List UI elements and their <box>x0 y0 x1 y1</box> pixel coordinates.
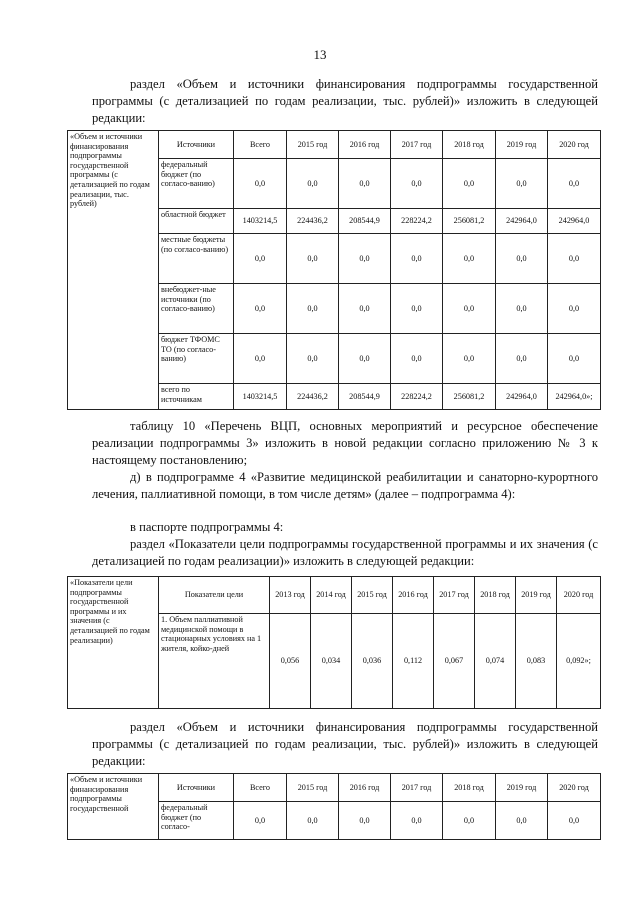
value-cell: 0,0 <box>287 334 339 384</box>
header-cell: 2013 год <box>270 577 311 614</box>
funding-table-2 <box>67 773 601 840</box>
funding-table-1 <box>67 130 601 410</box>
value-cell: 228224,2 <box>391 384 443 410</box>
value-cell: 0,0 <box>443 159 496 209</box>
header-cell: 2019 год <box>496 131 548 159</box>
value-cell: 0,0 <box>443 234 496 284</box>
table-first-column: «Объем и источники финансирования подпрограммы государственной <box>68 774 159 840</box>
header-cell: 2015 год <box>352 577 393 614</box>
header-cell: 2018 год <box>443 131 496 159</box>
header-cell: 2020 год <box>557 577 601 614</box>
value-cell: 208544,9 <box>339 384 391 410</box>
value-cell: 0,0 <box>548 334 601 384</box>
header-cell: Всего <box>234 774 287 802</box>
value-cell: 1403214,5 <box>234 384 287 410</box>
value-cell: 242964,0 <box>548 209 601 234</box>
value-cell: 0,0 <box>234 802 287 840</box>
value-cell: 224436,2 <box>287 209 339 234</box>
paragraph-section-funding-2: раздел «Объем и источники финансирования подпрограммы государственной программы (с детализацией по годам реализации, тыс. рублей)» изложить в следующей редакции: <box>92 720 598 768</box>
value-cell: 0,0 <box>443 802 496 840</box>
value-cell: 0,112 <box>393 614 434 709</box>
value-cell: 228224,2 <box>391 209 443 234</box>
table-header-row <box>68 131 601 159</box>
value-cell: 0,0 <box>443 334 496 384</box>
indicator-cell: 1. Объем паллиативной медицинской помощи в стационарных условиях на 1 жителя, койко-дней <box>159 614 270 709</box>
source-cell: внебюджет-ные источники (по согласо-ванию) <box>159 284 234 334</box>
value-cell: 0,0 <box>548 802 601 840</box>
value-cell: 242964,0 <box>496 384 548 410</box>
value-cell: 0,034 <box>311 614 352 709</box>
header-cell: 2017 год <box>434 577 475 614</box>
value-cell: 0,036 <box>352 614 393 709</box>
value-cell: 0,0 <box>391 802 443 840</box>
value-cell: 0,0 <box>496 234 548 284</box>
header-cell: 2018 год <box>443 774 496 802</box>
value-cell: 0,0 <box>234 234 287 284</box>
header-cell: 2017 год <box>391 774 443 802</box>
table-header-row <box>68 577 601 614</box>
value-cell: 0,0 <box>443 284 496 334</box>
value-cell: 0,0 <box>234 334 287 384</box>
source-cell: федеральный бюджет (по согласо-ванию) <box>159 159 234 209</box>
indicators-table <box>67 576 601 709</box>
value-cell: 256081,2 <box>443 384 496 410</box>
value-cell: 0,092»; <box>557 614 601 709</box>
header-cell: 2018 год <box>475 577 516 614</box>
page-number: 13 <box>313 47 327 62</box>
value-cell: 0,0 <box>287 802 339 840</box>
source-cell: бюджет ТФОМС ТО (по согласо-ванию) <box>159 334 234 384</box>
value-cell: 0,0 <box>339 802 391 840</box>
value-cell: 0,0 <box>391 334 443 384</box>
header-cell: 2016 год <box>393 577 434 614</box>
header-cell: Всего <box>234 131 287 159</box>
header-cell: 2019 год <box>496 774 548 802</box>
source-cell: всего по источникам <box>159 384 234 410</box>
value-cell: 0,0 <box>287 159 339 209</box>
value-cell: 0,0 <box>496 159 548 209</box>
paragraph-indicators: раздел «Показатели цели подпрограммы государственной программы и их значения (с детализацией по годам реализации)» изложить в следующей редакции: <box>92 537 598 568</box>
value-cell: 0,0 <box>339 334 391 384</box>
paragraph-subprogram4: д) в подпрограмме 4 «Развитие медицинской реабилитации и санаторно-курортного лечения, паллиативной помощи, в том числе детям» (далее – подпрограмма 4): <box>92 470 598 501</box>
value-cell: 256081,2 <box>443 209 496 234</box>
value-cell: 208544,9 <box>339 209 391 234</box>
value-cell: 0,0 <box>339 159 391 209</box>
value-cell: 0,074 <box>475 614 516 709</box>
value-cell: 1403214,5 <box>234 209 287 234</box>
value-cell: 0,0 <box>548 284 601 334</box>
value-cell: 0,0 <box>496 284 548 334</box>
table-header-row <box>68 774 601 802</box>
header-cell: 2020 год <box>548 131 601 159</box>
paragraph-table10: таблицу 10 «Перечень ВЦП, основных мероприятий и ресурсное обеспечение реализации подпрограммы 3» изложить в новой редакции согласно приложению № 3 к настоящему постановлению; <box>92 419 598 467</box>
header-cell: 2015 год <box>287 774 339 802</box>
value-cell: 0,0 <box>391 234 443 284</box>
value-cell: 0,0 <box>548 159 601 209</box>
header-cell: Источники <box>159 131 234 159</box>
header-cell: 2015 год <box>287 131 339 159</box>
header-cell: 2016 год <box>339 131 391 159</box>
value-cell: 0,056 <box>270 614 311 709</box>
value-cell: 0,0 <box>287 234 339 284</box>
paragraph-passport: в паспорте подпрограммы 4: <box>130 520 284 534</box>
table-first-column: «Объем и источники финансирования подпрограммы государственной программы (с детализацией по годам реализации, тыс. рублей) <box>68 131 159 410</box>
value-cell: 242964,0»; <box>548 384 601 410</box>
value-cell: 0,0 <box>548 234 601 284</box>
header-cell: 2017 год <box>391 131 443 159</box>
source-cell: областной бюджет <box>159 209 234 234</box>
header-cell: 2020 год <box>548 774 601 802</box>
value-cell: 0,0 <box>234 159 287 209</box>
header-cell: 2014 год <box>311 577 352 614</box>
header-cell: Показатели цели <box>159 577 270 614</box>
source-cell: местные бюджеты (по согласо-ванию) <box>159 234 234 284</box>
value-cell: 224436,2 <box>287 384 339 410</box>
table-first-column: «Показатели цели подпрограммы государственной программы и их значения (с детализацией по годам реализации) <box>68 577 159 709</box>
value-cell: 0,067 <box>434 614 475 709</box>
header-cell: 2016 год <box>339 774 391 802</box>
source-cell: федеральный бюджет (по согласо- <box>159 802 234 840</box>
value-cell: 0,0 <box>496 802 548 840</box>
value-cell: 0,083 <box>516 614 557 709</box>
value-cell: 242964,0 <box>496 209 548 234</box>
header-cell: 2019 год <box>516 577 557 614</box>
value-cell: 0,0 <box>339 234 391 284</box>
value-cell: 0,0 <box>391 159 443 209</box>
paragraph-section-funding: раздел «Объем и источники финансирования подпрограммы государственной программы (с детализацией по годам реализации, тыс. рублей)» изложить в следующей редакции: <box>92 77 598 125</box>
header-cell: Источники <box>159 774 234 802</box>
value-cell: 0,0 <box>234 284 287 334</box>
value-cell: 0,0 <box>496 334 548 384</box>
value-cell: 0,0 <box>391 284 443 334</box>
value-cell: 0,0 <box>339 284 391 334</box>
value-cell: 0,0 <box>287 284 339 334</box>
